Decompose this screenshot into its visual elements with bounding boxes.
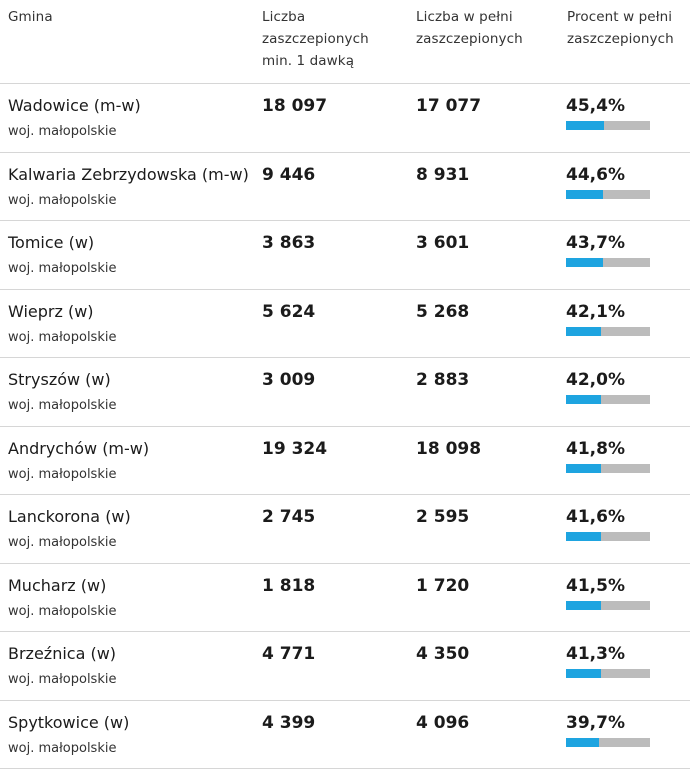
full-count: 4 350 (416, 644, 470, 664)
percent-bar (566, 738, 650, 747)
table-row (0, 564, 690, 633)
gmina-name: Stryszów (w) (8, 370, 111, 389)
header-gmina: Gmina (8, 9, 53, 25)
min1-count: 3 863 (262, 233, 316, 253)
full-count: 17 077 (416, 96, 482, 116)
region-label: woj. małopolskie (8, 329, 117, 345)
full-count: 18 098 (416, 438, 482, 459)
percent-bar-fill (566, 327, 601, 336)
header-full: Liczba w pełni zaszczepionych (416, 9, 523, 47)
full-count: 2 883 (416, 370, 470, 390)
region-label: woj. małopolskie (8, 261, 117, 276)
min1-count: 5 624 (262, 301, 316, 322)
gmina-name: Spytkowice (w) (8, 712, 130, 732)
percent-value: 41,3% (566, 644, 625, 664)
percent-bar-fill (566, 190, 603, 199)
table-row (0, 221, 690, 290)
percent-bar (566, 601, 650, 610)
full-count: 8 931 (416, 164, 470, 185)
percent-value: 42,0% (566, 370, 625, 390)
gmina-name: Andrychów (m-w) (8, 438, 150, 458)
min1-count: 18 097 (262, 96, 328, 116)
gmina-name: Tomice (w) (8, 233, 95, 252)
percent-value: 42,1% (566, 301, 625, 322)
region-label: woj. małopolskie (8, 192, 117, 208)
region-label: woj. małopolskie (8, 398, 117, 413)
table-row (0, 358, 690, 427)
min1-count: 4 399 (262, 712, 316, 733)
region-label: woj. małopolskie (8, 124, 117, 139)
percent-bar (566, 669, 650, 678)
table-row (0, 153, 690, 222)
percent-bar (566, 258, 650, 267)
region-label: woj. małopolskie (8, 603, 117, 619)
gmina-name: Kalwaria Zebrzydowska (m-w) (8, 164, 249, 184)
percent-bar-fill (566, 601, 601, 610)
min1-count: 4 771 (262, 644, 316, 664)
percent-bar (566, 395, 650, 404)
percent-bar (566, 532, 650, 541)
percent-value: 41,6% (566, 507, 625, 527)
percent-value: 45,4% (566, 96, 625, 116)
table-body (0, 84, 690, 769)
percent-bar (566, 190, 650, 199)
table-row (0, 84, 690, 153)
gmina-name: Wieprz (w) (8, 301, 94, 321)
table-row (0, 290, 690, 359)
percent-bar-fill (566, 464, 601, 473)
percent-value: 43,7% (566, 233, 625, 253)
percent-bar (566, 121, 650, 130)
full-count: 5 268 (416, 301, 470, 322)
gmina-name: Mucharz (w) (8, 575, 107, 595)
min1-count: 1 818 (262, 575, 316, 596)
table-row (0, 427, 690, 496)
gmina-name: Wadowice (m-w) (8, 96, 141, 115)
full-count: 4 096 (416, 712, 470, 733)
percent-value: 41,8% (566, 438, 625, 459)
percent-bar-fill (566, 738, 599, 747)
table-row (0, 632, 690, 701)
percent-bar-fill (566, 395, 601, 404)
region-label: woj. małopolskie (8, 672, 117, 687)
region-label: woj. małopolskie (8, 466, 117, 482)
min1-count: 3 009 (262, 370, 316, 390)
percent-value: 44,6% (566, 164, 625, 185)
min1-count: 19 324 (262, 438, 328, 459)
min1-count: 2 745 (262, 507, 316, 527)
gmina-name: Brzeźnica (w) (8, 644, 117, 663)
gmina-name: Lanckorona (w) (8, 507, 131, 526)
region-label: woj. małopolskie (8, 535, 117, 550)
percent-bar-fill (566, 669, 601, 678)
region-label: woj. małopolskie (8, 740, 117, 756)
header-pct: Procent w pełni zaszczepionych (567, 9, 674, 47)
percent-bar-fill (566, 532, 601, 541)
percent-bar-fill (566, 258, 603, 267)
full-count: 3 601 (416, 233, 470, 253)
table-row (0, 495, 690, 564)
full-count: 2 595 (416, 507, 470, 527)
table-row (0, 701, 690, 770)
percent-bar (566, 464, 650, 473)
full-count: 1 720 (416, 575, 470, 596)
percent-value: 39,7% (566, 712, 625, 733)
percent-value: 41,5% (566, 575, 625, 596)
header-min1: Liczba zaszczepionych min. 1 dawką (262, 9, 369, 69)
table-header (0, 0, 690, 84)
percent-bar-fill (566, 121, 604, 130)
min1-count: 9 446 (262, 164, 316, 185)
percent-bar (566, 327, 650, 336)
